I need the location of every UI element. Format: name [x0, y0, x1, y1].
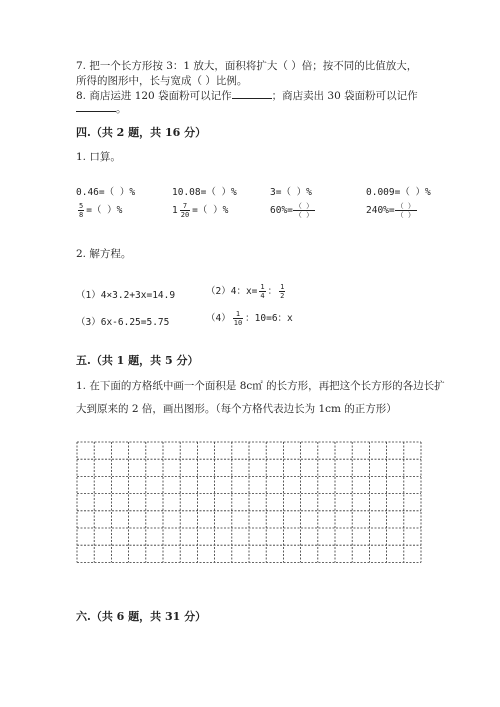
q7-line2: 所得的图形中，长与宽成（ ）比例。	[76, 75, 248, 87]
fraction-1-2: $\frac{1}{2}$	[280, 283, 285, 300]
equation-3: （3）6x-6.25=5.75	[76, 317, 170, 328]
fraction-1-4: $\frac{1}{4}$	[260, 283, 265, 300]
q8-blank-2[interactable]	[76, 111, 116, 112]
equation-2: （2）4：x= $\frac{1}{4}$ ： $\frac{1}{2}$	[206, 283, 285, 300]
fraction-1-10: $\frac{1}{10}$	[233, 310, 243, 327]
q2-title: 2. 解方程。	[76, 248, 132, 260]
q8-part2: ；商店卖出 30 袋面粉可以记作	[271, 90, 418, 102]
oral-r1c1: 0.46=（ ）%	[76, 187, 136, 198]
oral-r1c4: 0.009=（ ）%	[366, 187, 431, 198]
oral-r2c1: $\frac{5}{8}$ =（ ）%	[79, 202, 123, 219]
fraction-7-20: $\frac{7}{20}$	[180, 202, 190, 219]
q5-line1: 1. 在下面的方格纸中画一个面积是 8c㎡ 的长方形，再把这个长方形的各边长扩	[76, 380, 445, 392]
blank-fraction: （ ） （ ）	[396, 202, 415, 219]
q1-title: 1. 口算。	[76, 151, 121, 163]
q8-part1: 8. 商店运进 120 袋面粉可以记作	[76, 90, 232, 102]
section5-heading: 五.（共 1 题，共 5 分）	[76, 354, 199, 367]
oral-r2c3: 60%= （ ） （ ）	[270, 202, 314, 219]
q8-end: 。	[116, 103, 127, 115]
q8-line2	[76, 103, 127, 116]
q7-line1: 7. 把一个长方形按 3：1 放大，面积将扩大（ ）倍；按不同的比值放大，	[76, 60, 418, 72]
q5-line2: 大到原来的 2 倍，画出图形。（每个方格代表边长为 1cm 的正方形）	[76, 403, 397, 415]
oral-r1c3: 3=（ ）%	[270, 187, 312, 198]
section4-heading: 四.（共 2 题，共 16 分）	[76, 126, 207, 139]
q8-line1	[76, 90, 418, 103]
oral-r2c4: 240%= （ ） （ ）	[366, 202, 415, 219]
equation-4: （4） $\frac{1}{10}$ ：10=6：x	[206, 310, 293, 327]
q8-blank-1[interactable]	[232, 98, 272, 99]
oral-r2c2: 1 $\frac{7}{20}$ =（ ）%	[172, 202, 229, 219]
equation-1: （1）4×3.2+3x=14.9	[76, 290, 176, 301]
blank-fraction: （ ） （ ）	[294, 202, 314, 219]
oral-r1c2: 10.08=（ ）%	[172, 187, 237, 198]
fraction-5-8: $\frac{5}{8}$	[79, 202, 84, 219]
section6-heading: 六.（共 6 题，共 31 分）	[76, 610, 207, 623]
square-grid-paper[interactable]	[76, 441, 424, 579]
